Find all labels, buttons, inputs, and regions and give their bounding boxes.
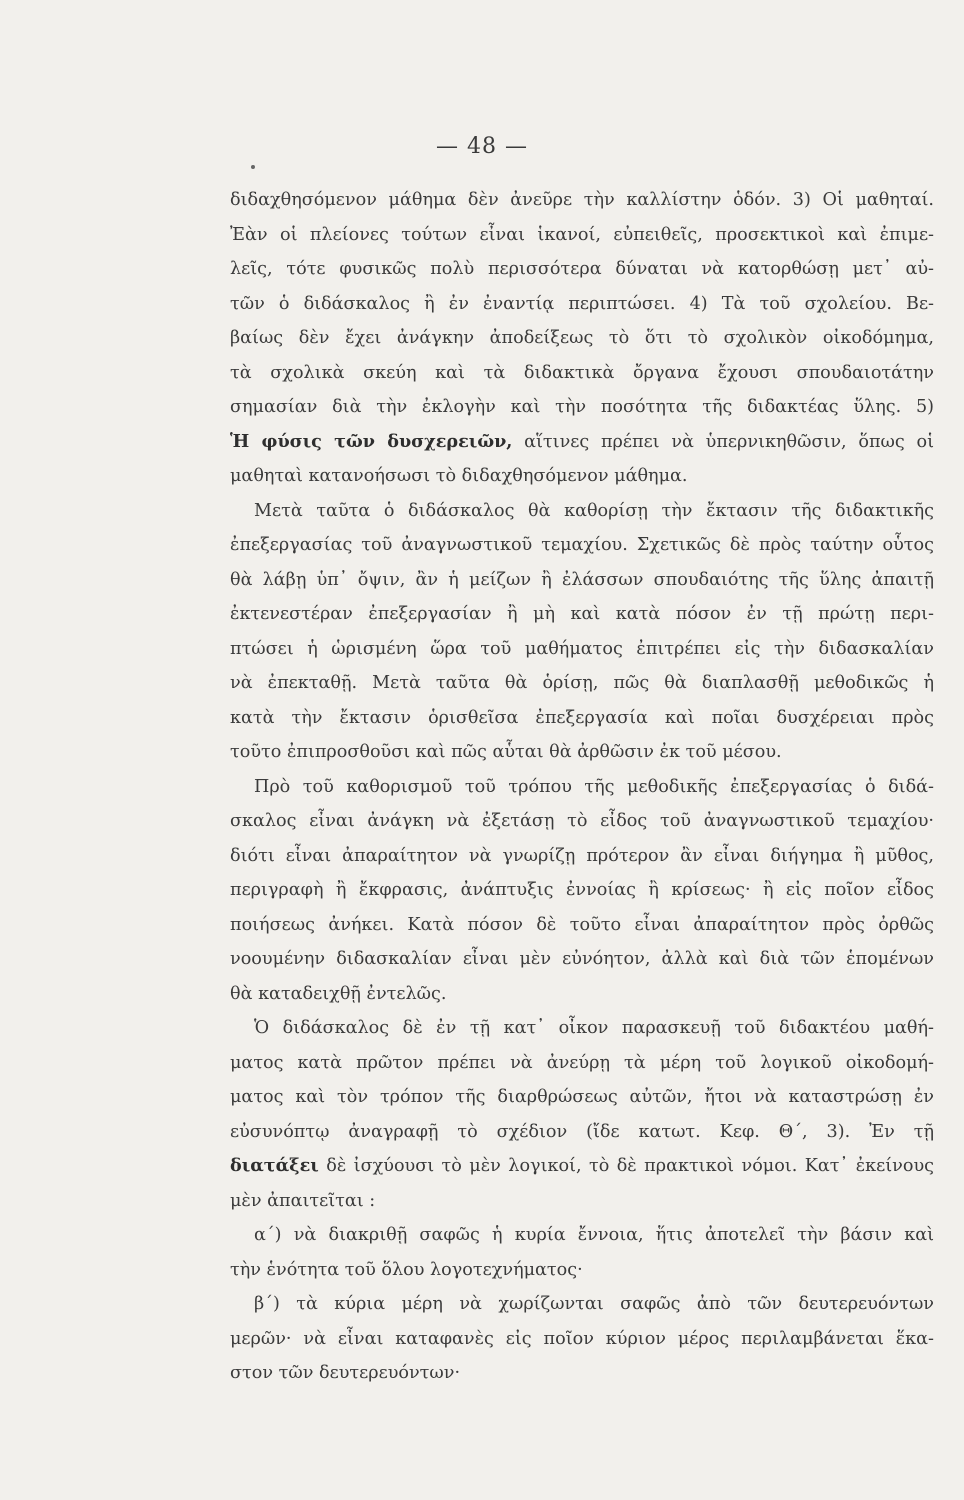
- text-line: βαίως δὲν ἔχει ἀνάγκην ἀποδείξεως τὸ ὅτι τὸ σχολικὸν οἰκοδόμημα,: [230, 328, 934, 348]
- page-number: — 48 —: [436, 134, 528, 159]
- text-line: μὲν ἀπαιτεῖται :: [230, 1190, 376, 1211]
- text-line: θὰ λάβῃ ὑπ᾽ ὄψιν, ἂν ἡ μείζων ἢ ἐλάσσων σπουδαιότης τῆς ὕλης ἀπαιτῇ: [230, 569, 934, 590]
- text-line: τὰ σχολικὰ σκεύη καὶ τὰ διδακτικὰ ὄργανα ἔχουσι σπουδαιοτάτην: [230, 362, 934, 383]
- text-line: τὴν ἑνότητα τοῦ ὅλου λογοτεχνήματος·: [230, 1259, 583, 1280]
- text-line: α΄) νὰ διακριθῇ σαφῶς ἡ κυρία ἔννοια, ἥτις ἀποτελεῖ τὴν βάσιν καὶ: [254, 1225, 934, 1245]
- text-line: κατὰ τὴν ἔκτασιν ὁρισθεῖσα ἐπεξεργασία καὶ ποῖαι δυσχέρειαι πρὸς: [230, 707, 934, 728]
- bold-phrase: διατάξει: [230, 1155, 319, 1176]
- text-line: τῶν ὁ διδάσκαλος ἢ ἐν ἐναντίᾳ περιπτώσει. 4) Τὰ τοῦ σχολείου. Βε-: [230, 293, 934, 314]
- text-line: περιγραφὴ ἢ ἔκφρασις, ἀνάπτυξις ἐννοίας ἢ κρίσεως· ἢ εἰς ποῖον εἶδος: [230, 880, 934, 900]
- text-line: Πρὸ τοῦ καθορισμοῦ τοῦ τρόπου τῆς μεθοδικῆς ἐπεξεργασίας ὁ διδά-: [254, 776, 934, 797]
- text-line: διότι εἶναι ἀπαραίτητον νὰ γνωρίζῃ πρότερον ἂν εἶναι διήγημα ἢ μῦθος,: [230, 845, 934, 866]
- text-line: σκαλος εἶναι ἀνάγκη νὰ ἐξετάσῃ τὸ εἶδος τοῦ ἀναγνωστικοῦ τεμαχίου·: [230, 811, 934, 831]
- text-line: ματος κατὰ πρῶτον πρέπει νὰ ἀνεύρῃ τὰ μέρη τοῦ λογικοῦ οἰκοδομή-: [230, 1052, 934, 1073]
- text-line: ἐκτενεστέραν ἐπεξεργασίαν ἢ μὴ καὶ κατὰ πόσον ἐν τῇ πρώτῃ περι-: [230, 604, 934, 624]
- text-line: λεῖς, τότε φυσικῶς πολὺ περισσότερα δύναται νὰ κατορθώσῃ μετ᾽ αὐ-: [230, 259, 934, 279]
- text-line: σημασίαν διὰ τὴν ἐκλογὴν καὶ τὴν ποσότητα τῆς διδακτέας ὕλης. 5): [230, 397, 934, 417]
- text-line: ματος καὶ τὸν τρόπον τῆς διαρθρώσεως αὐτῶν, ἤτοι νὰ καταστρώσῃ ἐν: [230, 1087, 934, 1107]
- text-line: Ὁ διδάσκαλος δὲ ἐν τῇ κατ᾽ οἶκον παρασκευῇ τοῦ διδακτέου μαθή-: [254, 1018, 934, 1038]
- text-line: εὐσυνόπτῳ ἀναγραφῇ τὸ σχέδιον (ἴδε κατωτ. Κεφ. Θ΄, 3). Ἐν τῇ: [230, 1121, 934, 1142]
- text-line: ποιήσεως ἀνήκει. Κατὰ πόσον δὲ τοῦτο εἶναι ἀπαραίτητον πρὸς ὀρθῶς: [230, 914, 934, 935]
- text-line: διατάξει δὲ ἰσχύουσι τὸ μὲν λογικοί, τὸ δὲ πρακτικοὶ νόμοι. Κατ᾽ ἐκείνους: [230, 1155, 934, 1176]
- bold-phrase: Ἡ φύσις τῶν δυσχερειῶν,: [230, 430, 513, 452]
- text-line: πτώσει ἡ ὡρισμένη ὥρα τοῦ μαθήματος ἐπιτρέπει εἰς τὴν διδασκαλίαν: [230, 638, 934, 659]
- text-line: διδαχθησόμενον μάθημα δὲν ἀνεῦρε τὴν καλλίστην ὁδόν. 3) Οἱ μαθηταί.: [230, 190, 934, 210]
- body-text: [230, 183, 934, 1391]
- text-line: τοῦτο ἐπιπροσθοῦσι καὶ πῶς αὗται θὰ ἀρθῶσιν ἐκ τοῦ μέσου.: [230, 742, 782, 762]
- text-line: Μετὰ ταῦτα ὁ διδάσκαλος θὰ καθορίσῃ τὴν ἔκτασιν τῆς διδακτικῆς: [254, 500, 934, 521]
- ink-speck: [251, 165, 255, 169]
- text-line: στον τῶν δευτερευόντων·: [230, 1363, 461, 1383]
- text-line: μερῶν· νὰ εἶναι καταφανὲς εἰς ποῖον κύριον μέρος περιλαμβάνεται ἕκα-: [230, 1328, 934, 1349]
- text-line: νὰ ἐπεκταθῇ. Μετὰ ταῦτα θὰ ὁρίσῃ, πῶς θὰ διαπλασθῇ μεθοδικῶς ἡ: [230, 673, 934, 693]
- text-line: θὰ καταδειχθῇ ἐντελῶς.: [230, 983, 447, 1004]
- text-line: νοουμένην διδασκαλίαν εἶναι μὲν εὐνόητον, ἀλλὰ καὶ διὰ τῶν ἑπομένων: [230, 949, 934, 969]
- text-line: Ἐὰν οἱ πλείονες τούτων εἶναι ἱκανοί, εὐπειθεῖς, προσεκτικοὶ καὶ ἐπιμε-: [230, 224, 934, 245]
- text-line: ἐπεξεργασίας τοῦ ἀναγνωστικοῦ τεμαχίου. Σχετικῶς δὲ πρὸς ταύτην οὗτος: [230, 535, 934, 555]
- text-line: β΄) τὰ κύρια μέρη νὰ χωρίζωνται σαφῶς ἀπὸ τῶν δευτερευόντων: [254, 1294, 934, 1314]
- text-line: Ἡ φύσις τῶν δυσχερειῶν, αἵτινες πρέπει νὰ ὑπερνικηθῶσιν, ὅπως οἱ: [230, 430, 934, 452]
- text-line: μαθηταὶ κατανοήσωσι τὸ διδαχθησόμενον μάθημα.: [230, 466, 688, 486]
